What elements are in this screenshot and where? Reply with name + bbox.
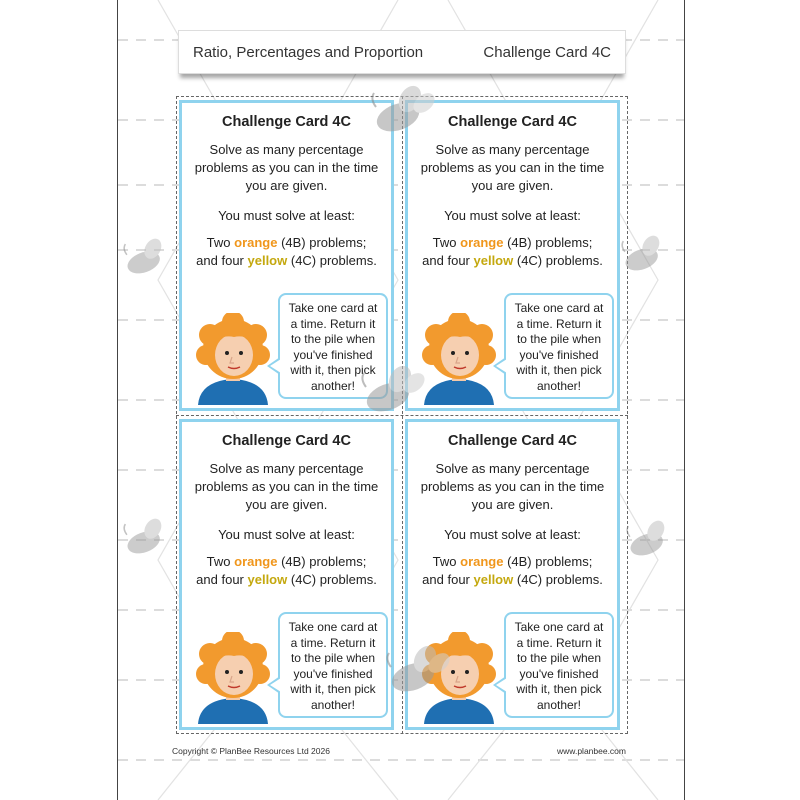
card-title: Challenge Card 4C bbox=[222, 433, 351, 449]
card-requirement: You must solve at least: bbox=[444, 527, 581, 542]
orange-word: orange bbox=[234, 235, 278, 250]
bee-icon bbox=[368, 85, 438, 140]
worksheet-page bbox=[117, 0, 685, 800]
worksheet-title: Ratio, Percentages and Proportion bbox=[193, 43, 424, 61]
orange-word: orange bbox=[460, 235, 504, 250]
footer-website: www.planbee.com bbox=[557, 746, 626, 756]
orange-word: orange bbox=[234, 554, 278, 569]
speech-bubble-text: Take one card at a time. Return it to the pile when you've finished with it, then pick another! bbox=[514, 301, 604, 393]
orange-word: orange bbox=[460, 554, 504, 569]
bee-icon bbox=[618, 235, 673, 277]
card-intro: Solve as many percentage problems as you can in the time you are given. bbox=[194, 142, 379, 193]
page-header bbox=[178, 30, 626, 74]
bee-icon bbox=[358, 365, 428, 420]
bee-icon bbox=[383, 645, 453, 700]
child-avatar-icon bbox=[188, 632, 278, 724]
card-intro: Solve as many percentage problems as you can in the time you are given. bbox=[420, 142, 605, 193]
yellow-word: yellow bbox=[473, 572, 514, 587]
card-requirement: You must solve at least: bbox=[218, 208, 355, 223]
yellow-word: yellow bbox=[247, 253, 288, 268]
header-card-id: Challenge Card 4C bbox=[483, 43, 611, 61]
card-intro: Solve as many percentage problems as you can in the time you are given. bbox=[420, 461, 605, 512]
yellow-word: yellow bbox=[473, 253, 514, 268]
bee-icon bbox=[623, 520, 678, 562]
challenge-card bbox=[405, 100, 620, 411]
bee-icon bbox=[120, 518, 175, 560]
footer-copyright: Copyright © PlanBee Resources Ltd 2026 bbox=[172, 746, 330, 756]
yellow-word: yellow bbox=[247, 572, 288, 587]
card-requirement: You must solve at least: bbox=[218, 527, 355, 542]
speech-bubble bbox=[504, 612, 614, 718]
speech-bubble-text: Take one card at a time. Return it to the pile when you've finished with it, then pick another! bbox=[288, 620, 378, 712]
speech-bubble bbox=[504, 293, 614, 399]
card-problem-counts: Two orange (4B) problems; and four yellow (4C) problems. bbox=[196, 554, 377, 587]
card-problem-counts: Two orange (4B) problems; and four yellow (4C) problems. bbox=[196, 235, 377, 268]
card-problem-counts: Two orange (4B) problems; and four yellow (4C) problems. bbox=[422, 235, 603, 268]
card-requirement: You must solve at least: bbox=[444, 208, 581, 223]
speech-bubble-text: Take one card at a time. Return it to the pile when you've finished with it, then pick another! bbox=[514, 620, 604, 712]
card-intro: Solve as many percentage problems as you can in the time you are given. bbox=[194, 461, 379, 512]
child-avatar-icon bbox=[188, 313, 278, 405]
card-title: Challenge Card 4C bbox=[222, 114, 351, 130]
card-problem-counts: Two orange (4B) problems; and four yellow (4C) problems. bbox=[422, 554, 603, 587]
bee-icon bbox=[120, 238, 175, 280]
challenge-card bbox=[179, 419, 394, 730]
card-title: Challenge Card 4C bbox=[448, 433, 577, 449]
speech-bubble bbox=[278, 612, 388, 718]
speech-bubble-text: Take one card at a time. Return it to the pile when you've finished with it, then pick another! bbox=[288, 301, 378, 393]
card-title: Challenge Card 4C bbox=[448, 114, 577, 130]
